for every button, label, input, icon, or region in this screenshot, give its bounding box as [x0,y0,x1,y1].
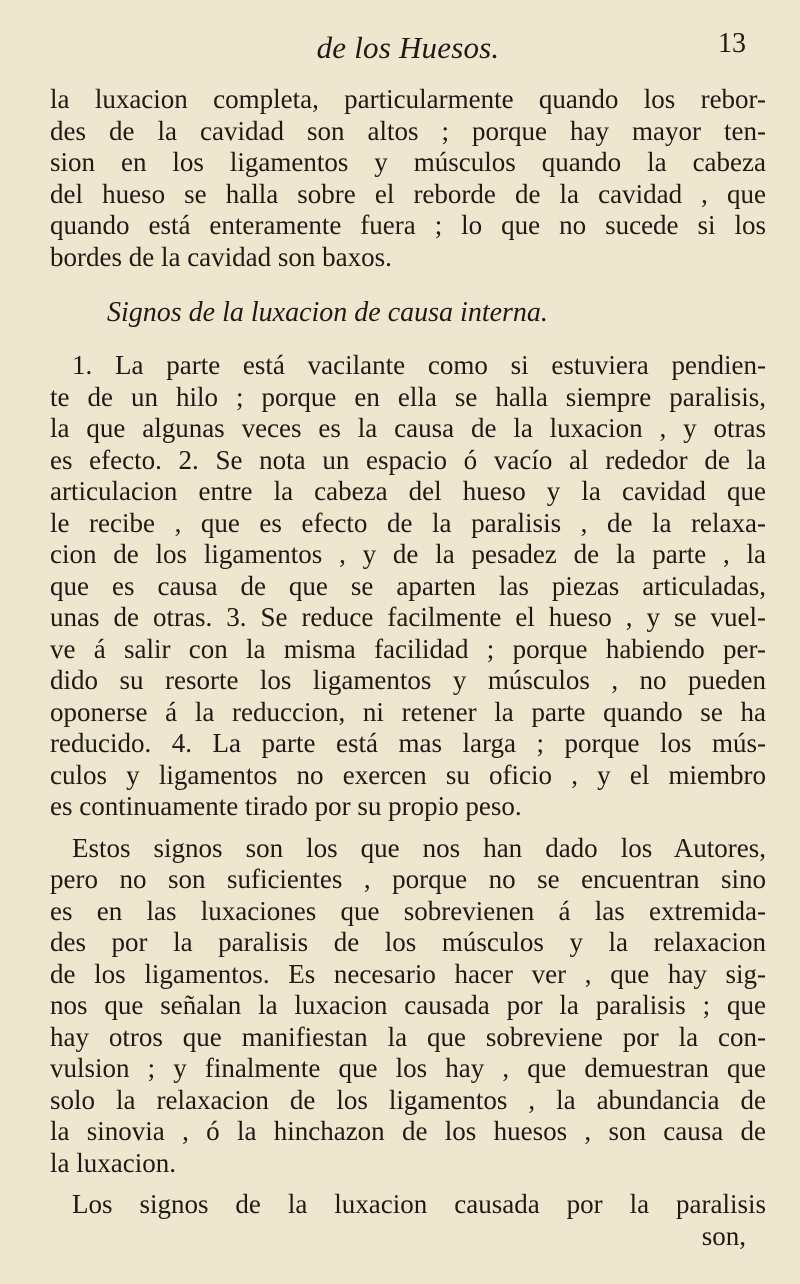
page-header [50,26,766,74]
text-line: solo la relaxacion de los ligamentos , la abundancia de [50,1084,766,1115]
catchword: son, [701,1220,746,1251]
text-line: dido su resorte los ligamentos y músculos , no pueden [50,665,766,695]
text-line: te de un hilo ; porque en ella se halla siempre paralisis, [50,381,766,412]
text-line: sion en los ligamentos y músculos quando la cabeza [50,147,766,177]
text-line: articulacion entre la cabeza del hueso y la cavidad que [50,476,766,506]
section-heading: Signos de la luxacion de causa interna. [107,297,548,328]
text-line: es continuamente tirado por su propio peso. [50,791,522,821]
text-line: Estos signos son los que nos han dado los Autores, [72,832,766,863]
text-line: unas de otras. 3. Se reduce facilmente el hueso , y se vuel- [50,602,766,632]
running-title: de los Huesos. [316,30,500,65]
text-line: la luxacion completa, particularmente quando los rebor- [50,84,766,114]
text-line: le recibe , que es efecto de la paralisis , de la relaxa- [50,507,766,538]
text-line: ve á salir con la misma facilidad ; porque habiendo per- [50,633,766,664]
text-line: que es causa de que se aparten las piezas articuladas, [50,570,766,601]
page-number: 13 [718,28,746,59]
text-line: quando está enteramente fuera ; lo que no sucede si los [50,210,766,240]
text-line: del hueso se halla sobre el reborde de la cavidad , que [50,178,766,209]
text-line: 1. La parte está vacilante como si estuviera pendien- [72,350,766,380]
text-line: es en las luxaciones que sobrevienen á las extremida- [50,895,766,926]
intro-paragraph [50,84,766,273]
text-line: la sinovia , ó la hinchazon de los huesos , son causa de [50,1116,766,1146]
text-line: oponerse á la reduccion, ni retener la parte quando se ha [50,696,766,727]
text-line: la luxacion. [50,1147,176,1178]
text-line: reducido. 4. La parte está mas larga ; porque los mús- [50,728,766,758]
text-line: hay otros que manifiestan la que sobreviene por la con- [50,1021,766,1052]
text-line: vulsion ; y finalmente que los hay , que demuestran que [50,1053,766,1083]
text-line: bordes de la cavidad son baxos. [50,241,392,272]
text-line: pero no son suficientes , porque no se encuentran sino [50,864,766,894]
text-line: Los signos de la luxacion causada por la paralisis [72,1189,766,1219]
text-line: nos que señalan la luxacion causada por la paralisis ; que [50,990,766,1020]
signs-paragraph [50,350,766,823]
text-line: la que algunas veces es la causa de la luxacion , y otras [50,413,766,443]
authors-paragraph [50,833,766,1180]
text-line: es efecto. 2. Se nota un espacio ó vacío al rededor de la [50,444,766,475]
text-line: de los ligamentos. Es necesario hacer ver , que hay sig- [50,958,766,989]
final-paragraph [50,1189,766,1252]
text-line: des de la cavidad son altos ; porque hay mayor ten- [50,115,766,146]
text-line: cion de los ligamentos , y de la pesadez de la parte , la [50,539,766,569]
text-line: des por la paralisis de los músculos y la relaxacion [50,927,766,957]
text-line: culos y ligamentos no exercen su oficio , y el miembro [50,759,766,790]
